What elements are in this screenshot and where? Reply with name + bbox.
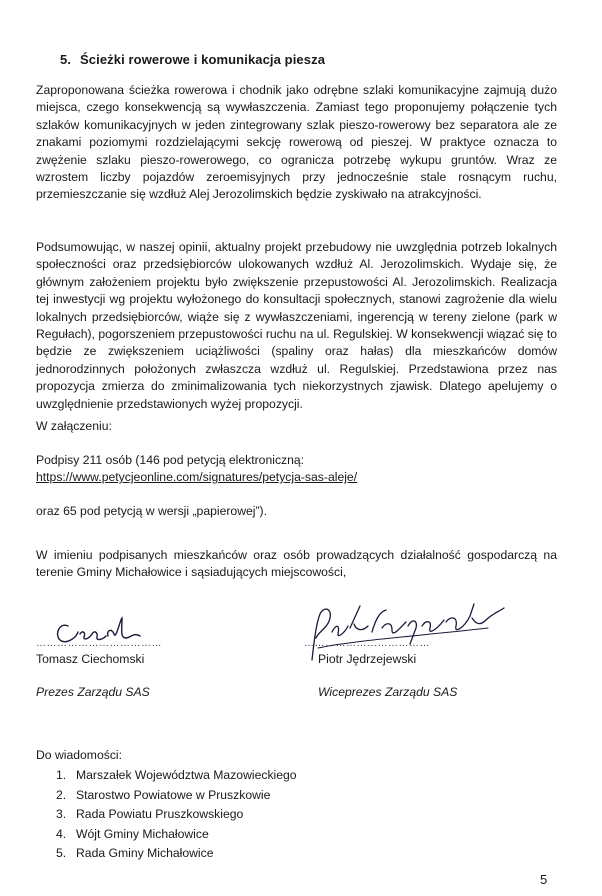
list-item: 1. Marszałek Województwa Mazowieckiego bbox=[56, 768, 297, 782]
attachment-signatures-count: Podpisy 211 osób (146 pod petycją elektroniczną: bbox=[36, 453, 305, 467]
attachment-label: W załączeniu: bbox=[36, 419, 112, 433]
section-title: Ścieżki rowerowe i komunikacja piesza bbox=[80, 52, 326, 67]
section-number: 5. bbox=[60, 52, 72, 67]
paragraph-bike-paths: Zaproponowana ścieżka rowerowa i chodnik jako odrębne szlaki komunikacyjne zajmują dużo miejsca, czego konsekwencją są wywłaszczenia. Zamiast tego proponujemy połączenie tych szlaków komunikacyjnych w jeden zintegrowany szlak pieszo-rowerowy bez separatora ale ze znakami poziomymi rozdzielającymi sekcję rowerową od pieszej. W praktyce oznacza to zwężenie szlaku pieszo-rowerowego, co ogranicza potrzebę wykupu gruntów. Wraz ze wzrostem liczby pojazdów zeroemisyjnych przy jednocześnie stale rosnącym ruchu, przemieszczanie się wzdłuż Alej Jerozolimskich będzie zyskiwało na atrakcyjności. bbox=[36, 83, 557, 202]
page-number: 5 bbox=[540, 872, 548, 887]
signer-role-right: Wiceprezes Zarządu SAS bbox=[318, 685, 458, 699]
signature-line-left: ……………………………… bbox=[36, 638, 162, 649]
section-heading bbox=[60, 52, 325, 67]
list-item: 5. Rada Gminy Michałowice bbox=[56, 846, 214, 860]
attachment-paper-petition: oraz 65 pod petycją w wersji „papierowej”). bbox=[36, 504, 267, 518]
list-item: 3. Rada Powiatu Pruszkowskiego bbox=[56, 807, 244, 821]
paragraph-on-behalf: W imieniu podpisanych mieszkańców oraz osób prowadzących działalność gospodarczą na terenie Gminy Michałowice i sąsiadujących miejscowości, bbox=[36, 548, 557, 580]
recipients-title: Do wiadomości: bbox=[36, 748, 123, 762]
signature-line-right: ……………………………… bbox=[304, 638, 430, 649]
list-item: 4. Wójt Gminy Michałowice bbox=[56, 826, 209, 841]
recipients-list bbox=[56, 766, 297, 864]
list-item: 2. Starostwo Powiatowe w Pruszkowie bbox=[56, 787, 271, 802]
paragraph-summary: Podsumowując, w naszej opinii, aktualny projekt przebudowy nie uwzględnia potrzeb lokalnych społeczności oraz przedsiębiorców ulokowanych wzdłuż Al. Jerozolimskich. Wydaje się, że głównym założeniem projektu było zwiększenie przepustowości Al. Jerozolimskich. Realizacja tej inwestycji wg projektu wyłożonego do konsultacji społecznych, stanowi zagrożenie dla wielu lokalnych przedsiębiorców, wiąże się z wywłaszczeniami, ingerencją w tereny zielone (park w Regułach), pogorszeniem przepustowości ruchu na ul. Regulskiej. W konsekwencji wiązać się to będzie ze zwiększeniem uciążliwości (spaliny oraz hałas) dla mieszkańców domów jednorodzinnych położonych zwłaszcza wzdłuż ul. Regulskiej. Przedstawiona przez nas propozycja zmierza do zminimalizowania tych niekorzystnych zjawisk. Dlatego apelujemy o uwzględnienie przedstawionych wyżej propozycji. bbox=[36, 240, 557, 411]
signer-role-left: Prezes Zarządu SAS bbox=[36, 685, 150, 699]
signer-name-left: Tomasz Ciechomski bbox=[36, 652, 145, 666]
petition-link[interactable]: https://www.petycjeonline.com/signatures/petycja-sas-aleje/ bbox=[36, 470, 358, 484]
signer-name-right: Piotr Jędrzejewski bbox=[318, 652, 417, 666]
